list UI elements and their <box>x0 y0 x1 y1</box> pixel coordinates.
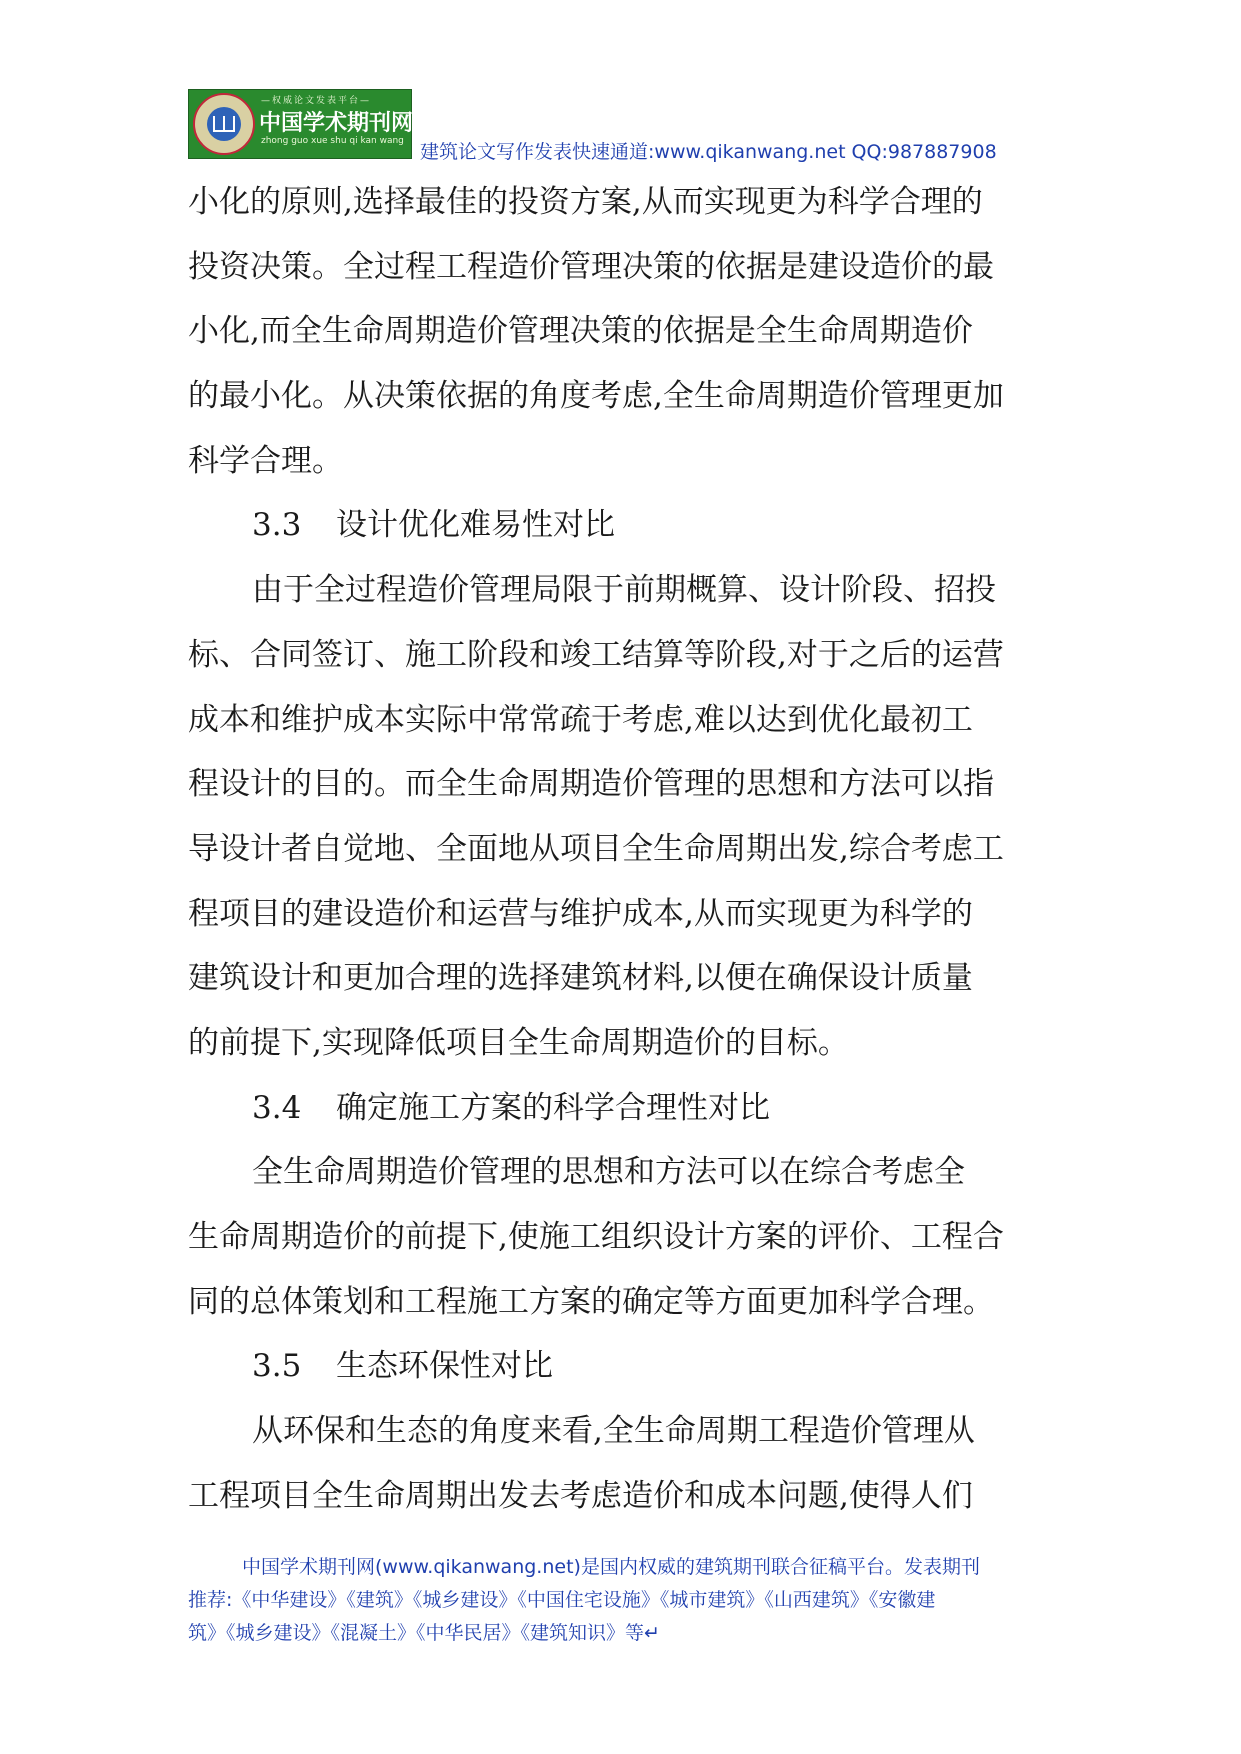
section-number: 3.3 <box>252 507 302 544</box>
header-link[interactable]: 建筑论文写作发表快速通道:www.qikanwang.net QQ:987887908 <box>420 141 997 163</box>
footer-line[interactable]: 中国学术期刊网(www.qikanwang.net)是国内权威的建筑期刊联合征稿平台。发表期刊 <box>242 1556 980 1578</box>
paragraph-line: 程项目的建设造价和运营与维护成本,从而实现更为科学的 <box>188 895 973 932</box>
paragraph-line: 程设计的目的。而全生命周期造价管理的思想和方法可以指 <box>188 766 994 803</box>
section-heading <box>188 493 1050 558</box>
paragraph-line: 从环保和生态的角度来看,全生命周期工程造价管理从 <box>252 1413 975 1450</box>
paragraph-line: 生命周期造价的前提下,使施工组织设计方案的评价、工程合 <box>188 1219 1004 1255</box>
body-line: 投资决策。全过程工程造价管理决策的依据是建设造价的最 <box>188 248 994 285</box>
logo-pinyin: zhong guo xue shu qi kan wang <box>261 136 404 146</box>
body-line: 小化的原则,选择最佳的投资方案,从而实现更为科学合理的 <box>188 184 983 220</box>
section-title: 设计优化难易性对比 <box>336 507 615 544</box>
section-title: 生态环保性对比 <box>336 1348 553 1385</box>
paragraph-line: 成本和维护成本实际中常常疏于考虑,难以达到优化最初工 <box>188 701 973 738</box>
section-title: 确定施工方案的科学合理性对比 <box>336 1089 770 1126</box>
section-number: 3.4 <box>252 1089 302 1126</box>
paragraph-line: 标、合同签订、施工阶段和竣工结算等阶段,对于之后的运营 <box>188 636 1004 673</box>
body-line: 小化,而全生命周期造价管理决策的依据是全生命周期造价 <box>188 313 973 350</box>
footer-line: 推荐:《中华建设》《建筑》《城乡建设》《中国住宅设施》《城市建筑》《山西建筑》《安徽建 <box>188 1589 936 1611</box>
section-heading <box>188 1076 1050 1141</box>
section-heading <box>188 1334 1050 1399</box>
paragraph-line: 导设计者自觉地、全面地从项目全生命周期出发,综合考虑工 <box>188 830 1004 867</box>
paragraph-line: 全生命周期造价管理的思想和方法可以在综合考虑全 <box>252 1154 965 1191</box>
footer-line: 筑》《城乡建设》《混凝土》《中华民居》《建筑知识》等↵ <box>188 1622 660 1644</box>
section-number: 3.5 <box>252 1348 302 1385</box>
paragraph-line: 工程项目全生命周期出发去考虑造价和成本问题,使得人们 <box>188 1477 973 1514</box>
site-logo[interactable] <box>188 89 412 159</box>
paragraph-line: 由于全过程造价管理局限于前期概算、设计阶段、招投 <box>252 572 996 609</box>
logo-name: 中国学术期刊网 <box>259 111 414 136</box>
body-line: 的最小化。从决策依据的角度考虑,全生命周期造价管理更加 <box>188 378 1004 415</box>
body-line: 科学合理。 <box>188 442 343 479</box>
paragraph-line: 建筑设计和更加合理的选择建筑材料,以便在确保设计质量 <box>188 960 973 997</box>
article-body <box>188 170 1050 1528</box>
logo-tagline: —权威论文发表平台— <box>261 96 372 106</box>
paragraph-line: 同的总体策划和工程施工方案的确定等方面更加科学合理。 <box>188 1283 994 1320</box>
logo-emblem <box>193 93 255 155</box>
footer-promo <box>188 1551 1050 1650</box>
paragraph-line: 的前提下,实现降低项目全生命周期造价的目标。 <box>188 1024 849 1061</box>
book-icon <box>207 107 241 141</box>
